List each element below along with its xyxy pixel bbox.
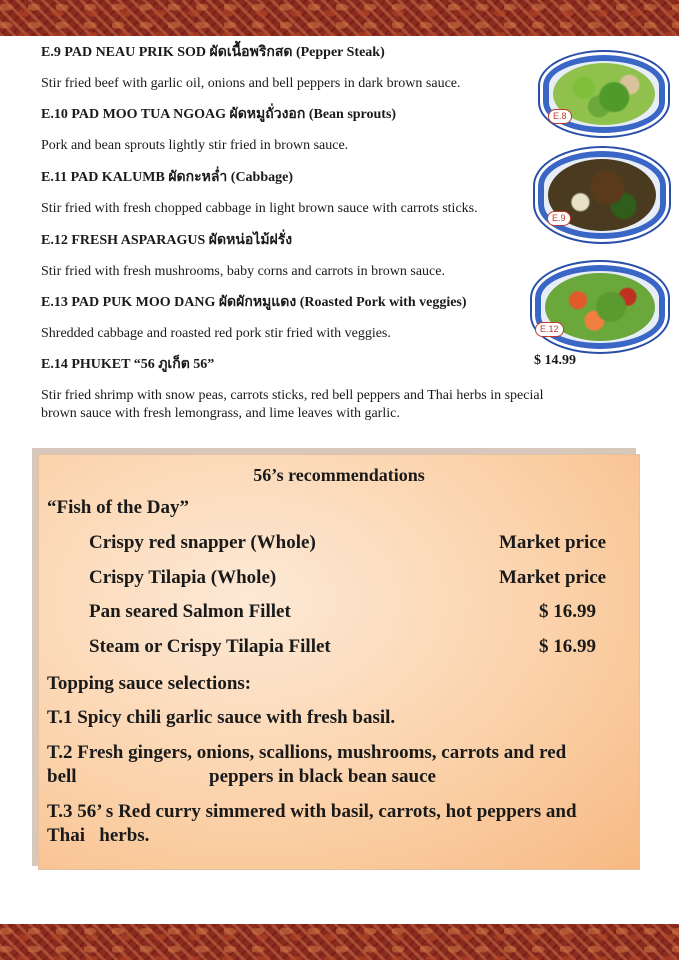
photo-label: E.12	[535, 322, 564, 337]
item-description: Shredded cabbage and roasted red pork stir fried with veggies.	[41, 326, 391, 341]
item-title	[41, 229, 445, 251]
menu-item-e13	[41, 291, 467, 342]
topping-t2-line2a: bell	[47, 766, 77, 787]
item-thai-name: ผัดหมูถั่วงอก	[229, 107, 306, 122]
photo-label: E.9	[547, 211, 571, 226]
decorative-border-bottom	[0, 924, 679, 960]
item-code: E.10 PAD MOO TUA NGOAG	[41, 107, 226, 122]
decorative-border-top	[0, 0, 679, 36]
menu-item-e12	[41, 229, 445, 280]
item-thai-name: ผัดหน่อไม้ฝรั่ง	[208, 233, 293, 248]
item-code: E.12 FRESH ASPARAGUS	[41, 233, 206, 248]
item-title	[41, 291, 467, 313]
item-code: E.13 PAD PUK MOO DANG	[41, 295, 216, 310]
item-code: E.11 PAD KALUMB	[41, 170, 165, 185]
item-code: E.9 PAD NEAU PRIK SOD	[41, 45, 207, 60]
fish-item-price: Market price	[499, 567, 607, 588]
fish-item-name: Pan seared Salmon Fillet	[89, 601, 291, 622]
item-title	[41, 41, 461, 63]
item-description: Stir fried beef with garlic oil, onions and bell peppers in dark brown sauce.	[41, 76, 461, 91]
item-thai-name: ผัดเนื้อพริกสด	[209, 45, 293, 60]
item-description-line-2: brown sauce with fresh lemongrass, and lime leaves with garlic.	[41, 406, 400, 421]
photo-label: E.8	[548, 109, 572, 124]
topping-t3-line2: Thai herbs.	[47, 825, 150, 846]
topping-t3-line1: T.3 56’ s Red curry simmered with basil, carrots, hot peppers and	[47, 801, 577, 822]
fish-item-name: Steam or Crispy Tilapia Fillet	[89, 636, 331, 657]
item-description: Pork and bean sprouts lightly stir fried in brown sauce.	[41, 138, 349, 153]
food-photo-icon	[535, 148, 669, 242]
topping-t1: T.1 Spicy chili garlic sauce with fresh basil.	[47, 707, 396, 728]
item-thai-name: ผัดผักหมูแดง	[218, 295, 297, 310]
menu-item-e14	[41, 353, 543, 422]
item-description-line-1: Stir fried shrimp with snow peas, carrots sticks, red bell peppers and Thai herbs in special	[41, 388, 544, 403]
item-thai-name: ผัดกะหล่ำ	[168, 170, 228, 185]
item-code: E.14 PHUKET	[41, 357, 131, 372]
item-title	[41, 103, 396, 125]
fish-item-name: Crispy Tilapia (Whole)	[89, 567, 277, 588]
item-description: Stir fried with fresh chopped cabbage in light brown sauce with carrots sticks.	[41, 201, 478, 216]
menu-item-e11	[41, 166, 478, 217]
menu-item-e9	[41, 41, 461, 92]
item-thai-name: “56 ภูเก็ต 56”	[133, 357, 215, 372]
item-english-name: (Bean sprouts)	[308, 107, 397, 122]
fish-heading: “Fish of the Day”	[47, 497, 189, 518]
recommendations-box	[38, 454, 640, 870]
item-description: Stir fried with fresh mushrooms, baby corns and carrots in brown sauce.	[41, 264, 445, 279]
topping-t2-line1: T.2 Fresh gingers, onions, scallions, mushrooms, carrots and red	[47, 742, 567, 763]
topping-heading: Topping sauce selections:	[47, 673, 252, 694]
item-english-name: (Pepper Steak)	[295, 45, 385, 60]
fish-item-price: $ 16.99	[539, 636, 596, 657]
topping-t2-line2b: peppers in black bean sauce	[209, 766, 436, 787]
fish-item-price: Market price	[499, 532, 607, 553]
food-photo-icon	[532, 262, 668, 352]
item-title	[41, 353, 543, 375]
menu-item-e10	[41, 103, 396, 154]
item-title	[41, 166, 478, 188]
fish-item-price: $ 16.99	[539, 601, 596, 622]
item-price-e14: $ 14.99	[534, 353, 576, 368]
recommendations-title: 56’s recommendations	[253, 465, 425, 485]
item-english-name: (Roasted Pork with veggies)	[299, 295, 467, 310]
fish-item-name: Crispy red snapper (Whole)	[89, 532, 316, 553]
item-english-name: (Cabbage)	[230, 170, 294, 185]
